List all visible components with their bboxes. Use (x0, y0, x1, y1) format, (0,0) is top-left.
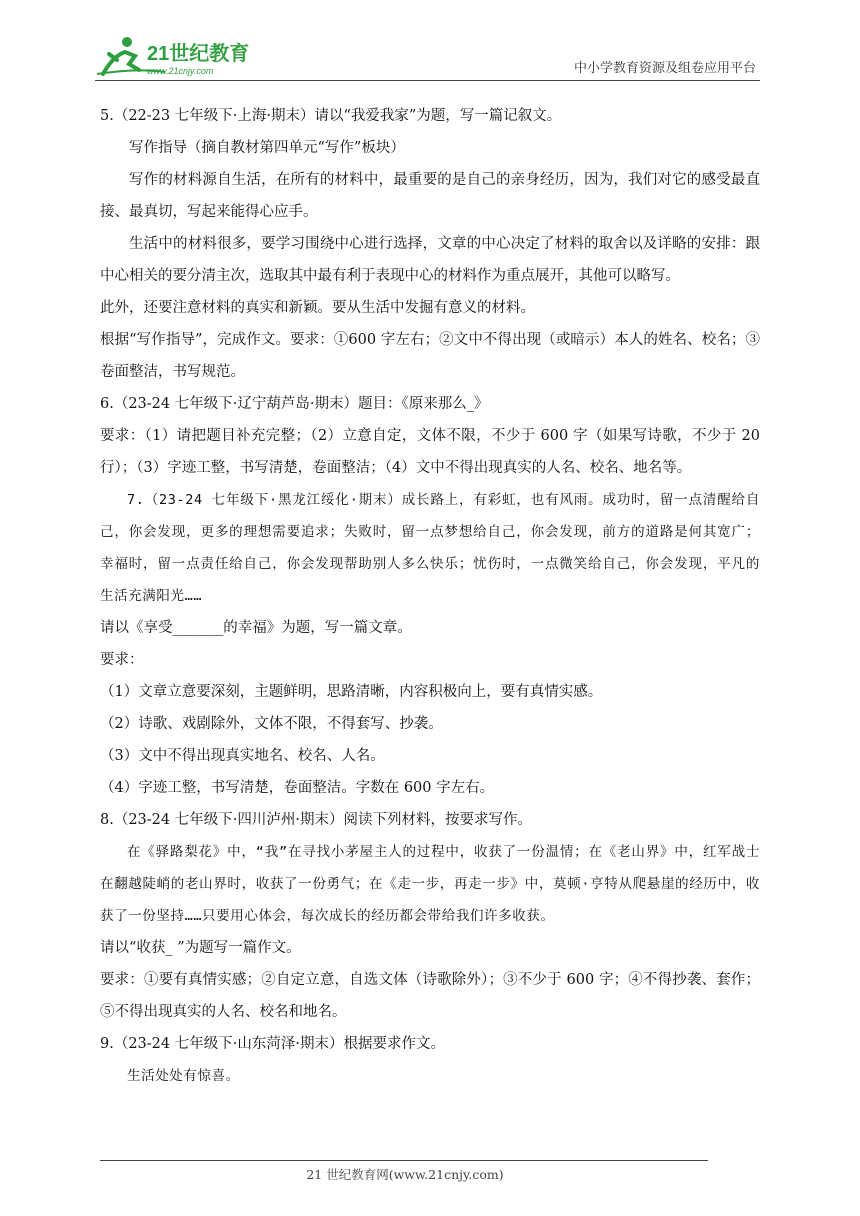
q7-requirement-2: （2）诗歌、戏剧除外，文体不限，不得套写、抄袭。 (100, 716, 443, 732)
q6-requirements: 要求：（1）请把题目补充完整；（2）立意自定，文体不限，不少于 600 字（如果写诗歌，不少于 20 行）；（3）字迹工整，书写清楚，卷面整洁；（4）文中不得出现真实的人名、校名、地名等。 (100, 428, 760, 476)
q8-prompt: 请以“收获_ ”为题写一篇作文。 (100, 940, 301, 956)
q7-requirement-1: （1）文章立意要深刻，主题鲜明，思路清晰，内容积极向上，要有真情实感。 (100, 684, 603, 700)
logo-text: 21世纪教育 (147, 43, 250, 65)
page-header (95, 28, 760, 81)
footer-divider (100, 1160, 708, 1161)
q7-requirement-4: （4）字迹工整，书写清楚，卷面整洁。字数在 600 字左右。 (100, 780, 495, 796)
q6-title: 6.（23-24 七年级下·辽宁葫芦岛·期末）题目：《原来那么_》 (100, 396, 489, 412)
q7-prompt: 请以《享受_______的幸福》为题，写一篇文章。 (100, 620, 412, 636)
q5-paragraph-3: 此外，还要注意材料的真实和新颖。要从生活中发掘有意义的材料。 (100, 300, 535, 316)
q8-requirements: 要求：①要有真情实感；②自定立意，自选文体（诗歌除外）；③不少于 600 字；④不得抄袭、套作；⑤不得出现真实的人名、校名和地名。 (100, 972, 760, 1020)
document-body (100, 100, 760, 1092)
q9-title: 9.（23-24 七年级下·山东菏泽·期末）根据要求作文。 (100, 1036, 445, 1052)
platform-name: 中小学教育资源及组卷应用平台 (573, 61, 756, 76)
q9-text: 生活处处有惊喜。 (127, 1068, 240, 1084)
q5-paragraph-2: 生活中的材料很多，要学习围绕中心进行选择，文章的中心决定了材料的取舍以及详略的安排：跟中心相关的要分清主次，选取其中最有利于表现中心的材料作为重点展开，其他可以略写。 (100, 236, 760, 284)
q7-text: 7.（23-24 七年级下·黑龙江绥化·期末）成长路上，有彩虹，也有风雨。成功时，留一点清醒给自己，你会发现，更多的理想需要追求；失败时，留一点梦想给自己，你会发现，前方的道路是何其宽广；幸福时，留一点责任给自己，你会发现帮助别人多么快乐；忧伤时，一点微笑给自己，你会发现，平凡的生活充满阳光…… (100, 492, 760, 604)
q5-title: 5.（22-23 七年级下·上海·期末）请以“我爱我家”为题，写一篇记叙文。 (100, 108, 562, 124)
q7-requirement-3: （3）文中不得出现真实地名、校名、人名。 (100, 748, 385, 764)
q8-title: 8.（23-24 七年级下·四川泸州·期末）阅读下列材料，按要求写作。 (100, 812, 532, 828)
q5-requirements: 根据“写作指导”，完成作文。要求：①600 字左右；②文中不得出现（或暗示）本人的姓名、校名；③卷面整洁，书写规范。 (100, 332, 760, 380)
q7-requirements-label: 要求： (100, 652, 144, 668)
logo-url: www.21cnjy.com (147, 66, 214, 76)
q5-guide: 写作指导（摘自教材第四单元“写作”板块） (129, 140, 405, 156)
site-logo (95, 34, 255, 78)
page-footer: 21 世纪教育网(www.21cnjy.com) (306, 1167, 504, 1182)
q8-text: 在《驿路梨花》中，“我”在寻找小茅屋主人的过程中，收获了一份温情；在《老山界》中，红军战士在翻越陡峭的老山界时，收获了一份勇气；在《走一步，再走一步》中，莫顿·亨特从爬悬崖的经历中，收获了一份坚持……只要用心体会，每次成长的经历都会带给我们许多收获。 (100, 844, 760, 924)
q5-paragraph-1: 写作的材料源自生活，在所有的材料中，最重要的是自己的亲身经历，因为，我们对它的感受最直接、最真切，写起来能得心应手。 (100, 172, 760, 220)
